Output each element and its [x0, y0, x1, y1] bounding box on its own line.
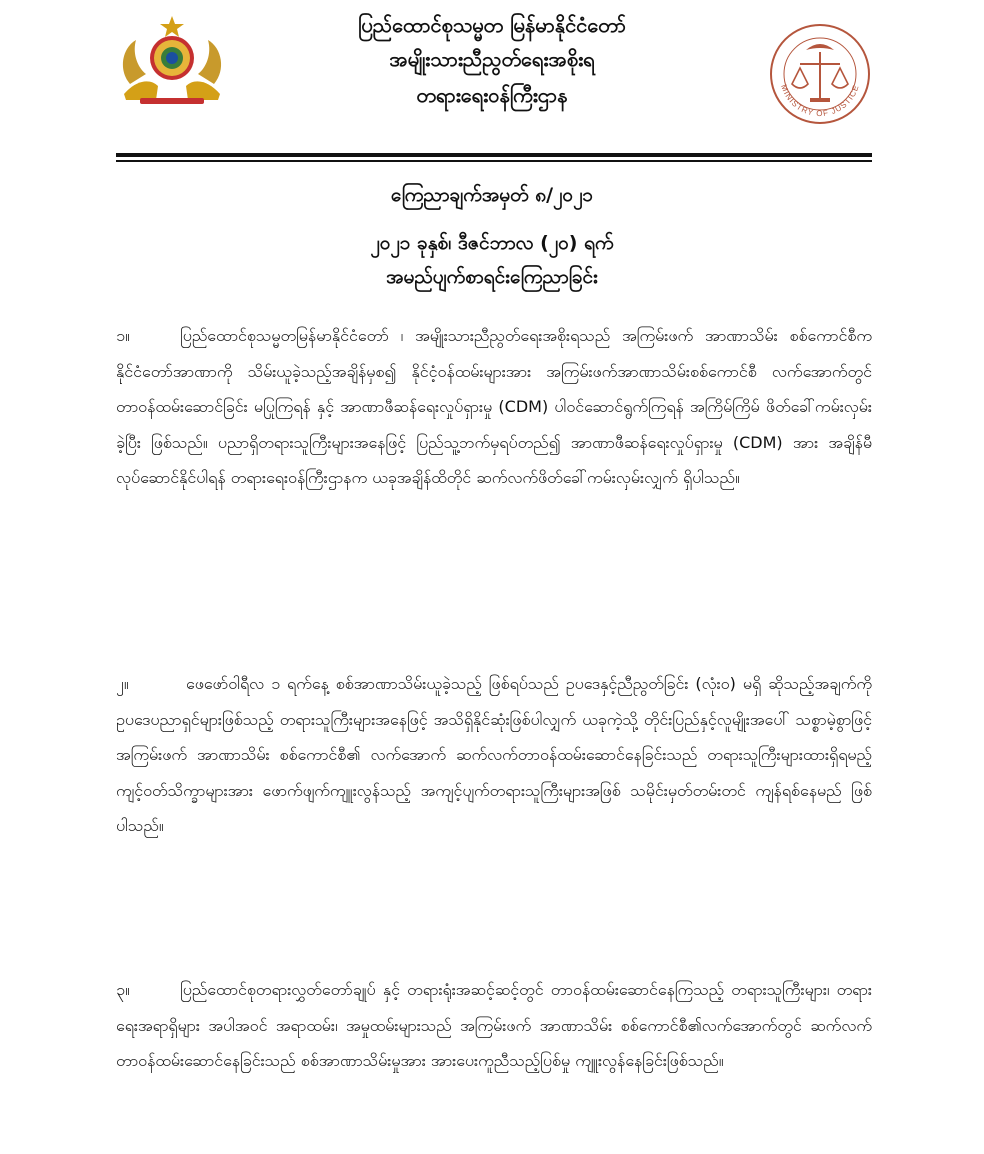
paragraph-text: ပြည်ထောင်စုသမ္မတမြန်မာနိုင်ငံတော် ၊ အမျိုးသားညီညွတ်ရေးအစိုးရသည် အကြမ်းဖက် အာဏာသိမ်း စစ်ကောင်စီက နိုင်ငံတော်အာဏာကို သိမ်းယူခဲ့သည့်အချိန်မှစ၍ နိုင်ငံ့ဝန်ထမ်းများအား အကြမ်းဖက်အာဏာသိမ်းစစ်ကောင်စီ လက်အောက်တွင် တာဝန်ထမ်းဆောင်ခြင်း မပြုကြရန် နှင့် အာဏာဖီဆန်ရေးလှုပ်ရှားမှု (CDM) ပါဝင်ဆောင်ရွက်ကြရန် အကြိမ်ကြိမ် ဖိတ်ခေါ်ကမ်းလှမ်းခဲ့ပြီး ဖြစ်သည်။ ပညာရှိတရားသူကြီးများအနေဖြင့် ပြည်သူ့ဘက်မှရပ်တည်၍ အာဏာဖီဆန်ရေးလှုပ်ရှားမှု (CDM) အား အချိန်မီ လုပ်ဆောင်နိုင်ပါရန် တရားရေးဝန်ကြီးဌာနက ယခုအချိန်ထိတိုင် ဆက်လက်ဖိတ်ခေါ်ကမ်းလှမ်းလျှက် ရှိပါသည်။ [116, 326, 872, 487]
paragraph-2 [116, 666, 872, 844]
ministry-of-justice-seal [764, 22, 876, 126]
paragraph-text: ဖေဖော်ဝါရီလ ၁ ရက်နေ့ စစ်အာဏာသိမ်းယူခဲ့သည့် ဖြစ်ရပ်သည် ဥပဒေနှင့်ညီညွတ်ခြင်း (လုံး၀) မရှိ ဆိုသည့်အချက်ကို ဥပဒေပညာရှင်များဖြစ်သည့် တရားသူကြီးများအနေဖြင့် အသိရှိနိုင်ဆုံးဖြစ်ပါလျှက် ယခုကဲ့သို့ တိုင်းပြည်နှင့်လူမျိုးအပေါ် သစ္စာမဲ့စွာဖြင့် အကြမ်းဖက် အာဏာသိမ်း စစ်ကောင်စီ၏ လက်အောက် ဆက်လက်တာဝန်ထမ်းဆောင်နေခြင်းသည် တရားသူကြီးများထားရှိရမည့် ကျင့်ဝတ်သိက္ခာများအား ဖောက်ဖျက်ကျူးလွန်သည့် အကျင့်ပျက်တရားသူကြီးများအဖြစ် သမိုင်းမှတ်တမ်းတင် ကျန်ရစ်နေမည် ဖြစ်ပါသည်။ [116, 674, 872, 835]
paragraph-1 [116, 318, 872, 496]
paragraph-number: ၂။ [116, 674, 129, 693]
statement-number: ကြေညာချက်အမှတ် ၈/၂၀၂၁ [390, 184, 594, 206]
header-divider-thin [116, 160, 872, 162]
header-country-name: ပြည်ထောင်စုသမ္မတ မြန်မာနိုင်ငံတော် [358, 13, 626, 37]
paragraph-number: ၁။ [116, 326, 130, 345]
paragraph-3 [116, 972, 872, 1079]
statement-title: အမည်ပျက်စာရင်းကြေညာခြင်း [386, 266, 598, 288]
state-emblem-icon [116, 14, 228, 106]
seal-inscription: MINISTRY OF JUSTICE [779, 83, 861, 119]
header-ministry-name: တရားရေးဝန်ကြီးဌာန [416, 83, 568, 107]
header-government-name: အမျိုးသားညီညွတ်ရေးအစိုးရ [389, 47, 595, 71]
paragraph-text: ပြည်ထောင်စုတရားလွှတ်တော်ချုပ် နှင့် တရားရုံးအဆင့်ဆင့်တွင် တာဝန်ထမ်းဆောင်နေကြသည့် တရားသူကြီးများ၊ တရားရေးအရာရှိများ အပါအဝင် အရာထမ်း၊ အမှုထမ်းများသည် အကြမ်းဖက် အာဏာသိမ်း စစ်ကောင်စီ၏လက်အောက်တွင် ဆက်လက်တာဝန်ထမ်းဆောင်နေခြင်းသည် စစ်အာဏာသိမ်းမှုအား အားပေးကူညီသည့်ပြစ်မှု ကျူးလွန်နေခြင်းဖြစ်သည်။ [116, 980, 872, 1070]
statement-date: ၂၀၂၁ ခုနှစ်၊ ဒီဇင်ဘာလ (၂၀) ရက် [370, 232, 614, 254]
paragraph-number: ၃။ [116, 980, 130, 999]
header-divider-thick [116, 153, 872, 157]
